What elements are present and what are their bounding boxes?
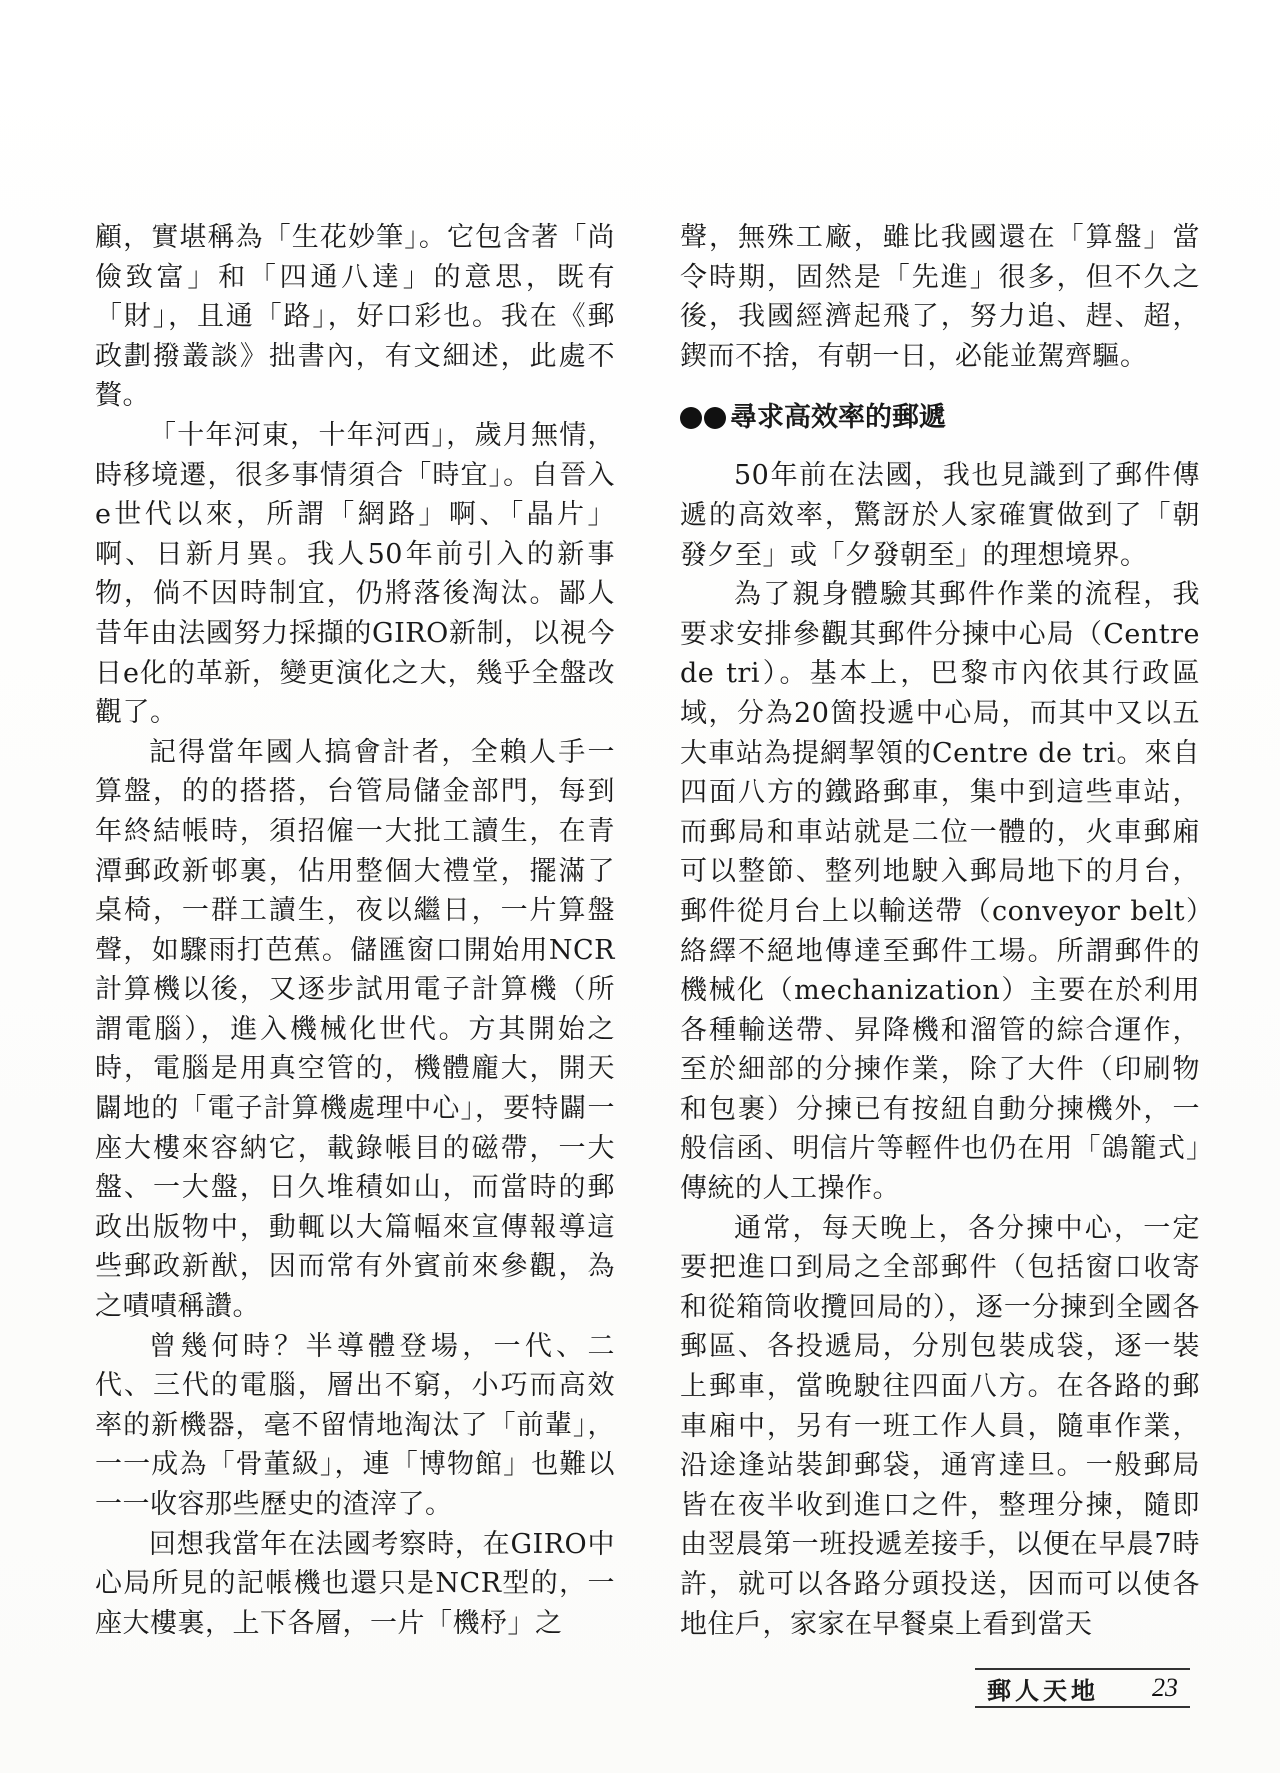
section-heading xyxy=(680,400,1200,436)
left-paragraph-3: 記得當年國人搞會計者，全賴人手一算盤，的的搭搭，台管局儲金部門，每到年終結帳時，須招僱一大批工讀生，在青潭郵政新邨裏，佔用整個大禮堂，擺滿了桌椅，一群工讀生，夜以繼日，一片算盤聲，如驟雨打芭蕉。儲匯窗口開始用NCR計算機以後，又逐步試用電子計算機（所謂電腦），進入機械化世代。方其開始之時，電腦是用真空管的，機體龐大，開天闢地的「電子計算機處理中心」，要特闢一座大樓來容納它，載錄帳目的磁帶，一大盤、一大盤，日久堆積如山，而當時的郵政出版物中，動輒以大篇幅來宣傳報導這些郵政新猷，因而常有外賓前來參觀，為之嘖嘖稱讚。 xyxy=(95,736,615,1323)
right-paragraph-3: 通常，每天晚上，各分揀中心，一定要把進口到局之全部郵件（包括窗口收寄和從箱筒收攬回局的），逐一分揀到全國各郵區、各投遞局，分別包裝成袋，逐一裝上郵車，當晚駛往四面八方。在各路的郵車廂中，另有一班工作人員，隨車作業，沿途逢站裝卸郵袋，通宵達旦。一般郵局皆在夜半收到進口之件，整理分揀，隨即由翌晨第一班投遞差接手，以便在早晨7時許，就可以各路分頭投送，因而可以使各地住戶，家家在早餐桌上看到當天 xyxy=(680,1212,1200,1640)
heading-bullet-icons xyxy=(680,407,726,429)
page-footer xyxy=(975,1668,1190,1708)
left-paragraph-5: 回想我當年在法國考察時，在GIRO中心局所見的記帳機也還只是NCR型的，一座大樓裏，上下各層，一片「機杼」之 xyxy=(95,1528,615,1639)
left-paragraph-1: 顧，實堪稱為「生花妙筆」。它包含著「尚儉致富」和「四通八達」的意思，既有「財」，且通「路」，好口彩也。我在《郵政劃撥叢談》拙書內，有文細述，此處不贅。 xyxy=(95,222,615,412)
left-column xyxy=(95,218,615,1643)
publication-name: 郵人天地 xyxy=(987,1675,1099,1705)
bullet-dot-icon xyxy=(704,407,726,429)
right-paragraph-1: 50年前在法國，我也見識到了郵件傳遞的高效率，驚訝於人家確實做到了「朝發夕至」或「夕發朝至」的理想境界。 xyxy=(680,460,1200,571)
right-paragraph-2: 為了親身體驗其郵件作業的流程，我要求安排參觀其郵件分揀中心局（Centre de tri）。基本上，巴黎市內依其行政區域，分為20箇投遞中心局，而其中又以五大車站為提網挈領的Centre de tri。來自四面八方的鐵路郵車，集中到這些車站，而郵局和車站就是二位一體的，火車郵廂可以整節、整列地駛入郵局地下的月台，郵件從月台上以輸送帶（conveyor belt）絡繹不絕地傳達至郵件工場。所謂郵件的機械化（mechanization）主要在於利用各種輸送帶、昇降機和溜管的綜合運作，至於細部的分揀作業，除了大件（印刷物和包裹）分揀已有按紐自動分揀機外，一般信函、明信片等輕件也仍在用「鴿籠式」傳統的人工操作。 xyxy=(680,579,1200,1205)
section-heading-text: 尋求高效率的郵遞 xyxy=(730,402,946,434)
page-number: 23 xyxy=(1152,1673,1178,1702)
left-paragraph-2: 「十年河東，十年河西」，歲月無情，時移境遷，很多事情須合「時宜」。自晉入e世代以來，所謂「網路」啊、「晶片」啊、日新月異。我人50年前引入的新事物，倘不因時制宜，仍將落後淘汰。鄙人昔年由法國努力採擷的GIRO新制，以視今日e化的革新，變更演化之大，幾乎全盤改觀了。 xyxy=(95,419,615,729)
right-column xyxy=(680,218,1200,1644)
left-paragraph-4: 曾幾何時？半導體登場，一代、二代、三代的電腦，層出不窮，小巧而高效率的新機器，毫不留情地淘汰了「前輩」，一一成為「骨董級」，連「博物館」也難以一一收容那些歷史的渣滓了。 xyxy=(95,1330,615,1520)
right-intro-paragraph: 聲，無殊工廠，雖比我國還在「算盤」當令時期，固然是「先進」很多，但不久之後，我國經濟起飛了，努力追、趕、超，鍥而不捨，有朝一日，必能並駕齊驅。 xyxy=(680,222,1200,372)
bullet-dot-icon xyxy=(680,407,702,429)
